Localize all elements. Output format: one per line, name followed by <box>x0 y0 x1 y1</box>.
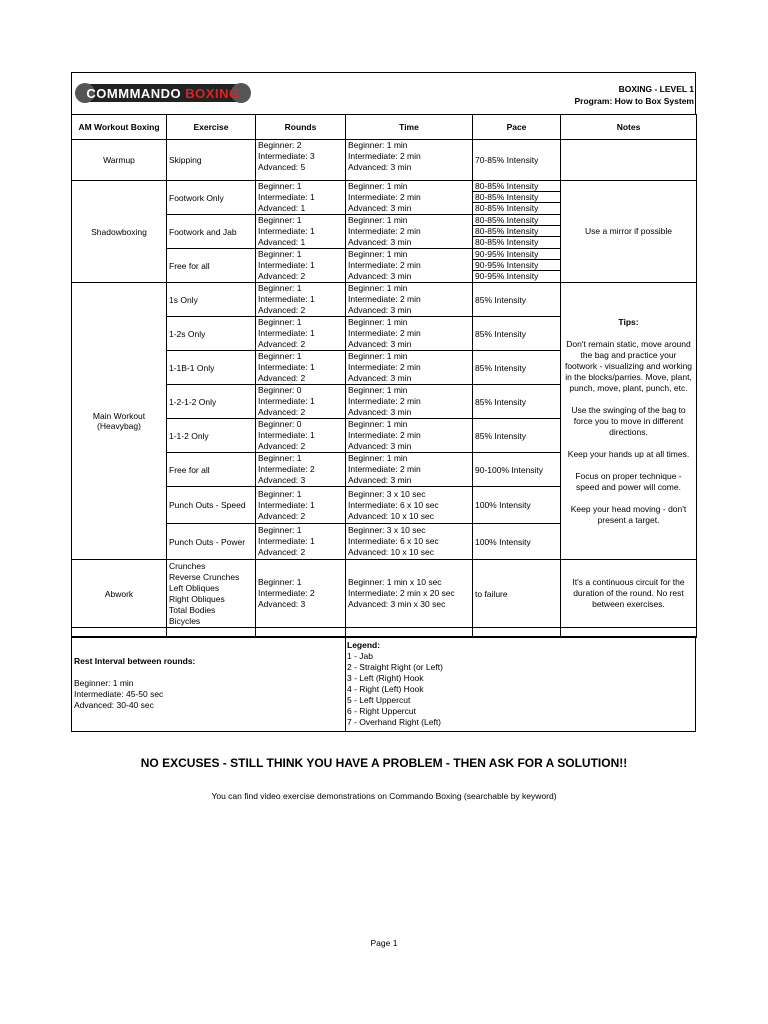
pace-cell: 100% Intensity <box>473 487 561 524</box>
svg-text:COMMMANDO BOXING: COMMMANDO BOXING <box>86 86 240 101</box>
legend-line: 5 - Left Uppercut <box>347 695 411 705</box>
col-notes: Notes <box>561 115 697 140</box>
exercise-cell: Free for all <box>167 453 256 487</box>
legend <box>347 640 443 728</box>
table-row <box>72 181 697 215</box>
exercise-cell: 1-1B-1 Only <box>167 351 256 385</box>
rounds-cell: Beginner: 1 Intermediate: 1 Advanced: 2 <box>256 487 346 524</box>
category-shadowboxing: Shadowboxing <box>72 181 167 283</box>
col-category: AM Workout Boxing <box>72 115 167 140</box>
legend-title: Legend: <box>347 640 381 650</box>
rounds-cell: Beginner: 1 Intermediate: 1 Advanced: 1 <box>256 215 346 249</box>
col-rounds: Rounds <box>256 115 346 140</box>
rounds-cell: Beginner: 1 Intermediate: 1 Advanced: 2 <box>256 317 346 351</box>
time-cell: Beginner: 1 min Intermediate: 2 min Advanced: 3 min <box>346 283 473 317</box>
legend-line: 6 - Right Uppercut <box>347 706 416 716</box>
legend-line: 2 - Straight Right (or Left) <box>347 662 443 672</box>
category-main-workout: Main Workout (Heavybag) <box>72 283 167 560</box>
workout-table <box>71 114 697 638</box>
exercise-cell: Skipping <box>167 140 256 181</box>
legend-line: 4 - Right (Left) Hook <box>347 684 424 694</box>
exercise-cell: Free for all <box>167 249 256 283</box>
rest-line: Beginner: 1 min <box>74 678 134 688</box>
pace-cell: to failure <box>473 560 561 628</box>
rest-interval <box>74 656 195 711</box>
exercise-cell: 1-2-1-2 Only <box>167 385 256 419</box>
rounds-cell: Beginner: 0 Intermediate: 1 Advanced: 2 <box>256 419 346 453</box>
notes-cell <box>561 140 697 181</box>
table-header-row <box>72 115 697 140</box>
rest-line: Intermediate: 45-50 sec <box>74 689 164 699</box>
program-level-title: BOXING - LEVEL 1 <box>618 84 694 94</box>
exercise-cell: Punch Outs - Speed <box>167 487 256 524</box>
header-info <box>575 83 695 107</box>
box-divider <box>345 636 346 732</box>
time-cell: Beginner: 1 min Intermediate: 2 min Advanced: 3 min <box>346 249 473 283</box>
exercise-cell: 1s Only <box>167 283 256 317</box>
category-abwork: Abwork <box>72 560 167 628</box>
legend-line: 3 - Left (Right) Hook <box>347 673 424 683</box>
commando-boxing-logo <box>73 76 253 110</box>
abwork-exercises: Crunches Reverse Crunches Left Obliques Right Obliques Total Bodies Bicycles <box>167 560 256 628</box>
pace-cell: 80-85% Intensity 80-85% Intensity 80-85% Intensity <box>473 181 561 215</box>
rounds-cell: Beginner: 1 Intermediate: 1 Advanced: 2 <box>256 249 346 283</box>
pace-cell: 85% Intensity <box>473 283 561 317</box>
pace-cell: 85% Intensity <box>473 419 561 453</box>
pace-cell: 100% Intensity <box>473 524 561 560</box>
rounds-cell: Beginner: 1 Intermediate: 1 Advanced: 2 <box>256 351 346 385</box>
rounds-cell: Beginner: 1 Intermediate: 2 Advanced: 3 <box>256 453 346 487</box>
exercise-cell: Punch Outs - Power <box>167 524 256 560</box>
exercise-cell: 1-2s Only <box>167 317 256 351</box>
time-cell: Beginner: 3 x 10 sec Intermediate: 6 x 10 sec Advanced: 10 x 10 sec <box>346 524 473 560</box>
program-name: Program: How to Box System <box>574 96 694 106</box>
exercise-cell: Footwork and Jab <box>167 215 256 249</box>
time-cell: Beginner: 1 min Intermediate: 2 min Advanced: 3 min <box>346 215 473 249</box>
rest-title: Rest Interval between rounds: <box>74 656 196 666</box>
col-exercise: Exercise <box>167 115 256 140</box>
rounds-cell: Beginner: 0 Intermediate: 1 Advanced: 2 <box>256 385 346 419</box>
time-cell: Beginner: 1 min Intermediate: 2 min Advanced: 3 min <box>346 317 473 351</box>
rounds-cell: Beginner: 1 Intermediate: 1 Advanced: 2 <box>256 283 346 317</box>
rounds-cell: Beginner: 1 Intermediate: 2 Advanced: 3 <box>256 560 346 628</box>
time-cell: Beginner: 1 min Intermediate: 2 min Advanced: 3 min <box>346 419 473 453</box>
rounds-cell: Beginner: 1 Intermediate: 1 Advanced: 1 <box>256 181 346 215</box>
rounds-cell: Beginner: 1 Intermediate: 1 Advanced: 2 <box>256 524 346 560</box>
pace-cell: 90-95% Intensity 90-95% Intensity 90-95% Intensity <box>473 249 561 283</box>
page-number: Page 1 <box>370 938 398 948</box>
pace-cell: 85% Intensity <box>473 351 561 385</box>
notes-shadowboxing: Use a mirror if possible <box>561 181 697 283</box>
time-cell: Beginner: 1 min Intermediate: 2 min Advanced: 3 min <box>346 385 473 419</box>
rest-line: Advanced: 30-40 sec <box>74 700 154 710</box>
col-time: Time <box>346 115 473 140</box>
col-pace: Pace <box>473 115 561 140</box>
pace-cell: 70-85% Intensity <box>473 140 561 181</box>
time-cell: Beginner: 3 x 10 sec Intermediate: 6 x 10 sec Advanced: 10 x 10 sec <box>346 487 473 524</box>
slogan: NO EXCUSES - STILL THINK YOU HAVE A PROBLEM - THEN ASK FOR A SOLUTION!! <box>140 756 628 770</box>
time-cell: Beginner: 1 min Intermediate: 2 min Advanced: 3 min <box>346 453 473 487</box>
time-cell: Beginner: 1 min x 10 sec Intermediate: 2 min x 20 sec Advanced: 3 min x 30 sec <box>346 560 473 628</box>
video-note: You can find video exercise demonstrations on Commando Boxing (searchable by keyword) <box>211 791 557 801</box>
exercise-cell: Footwork Only <box>167 181 256 215</box>
time-cell: Beginner: 1 min Intermediate: 2 min Advanced: 3 min <box>346 181 473 215</box>
exercise-cell: 1-1-2 Only <box>167 419 256 453</box>
table-row <box>72 283 697 317</box>
time-cell: Beginner: 1 min Intermediate: 2 min Advanced: 3 min <box>346 140 473 181</box>
time-cell: Beginner: 1 min Intermediate: 2 min Advanced: 3 min <box>346 351 473 385</box>
notes-abwork: It's a continuous circuit for the duration of the round. No rest between exercises. <box>561 560 697 628</box>
pace-cell: 85% Intensity <box>473 385 561 419</box>
pace-cell: 80-85% Intensity 80-85% Intensity 80-85% Intensity <box>473 215 561 249</box>
notes-tips: Tips: Don't remain static, move around the bag and practice your footwork - visualizing and working in the blocks/parries. Move, plant, punch, move, plant, punch, etc. Use the swinging of the bag to force you to move in different directions. Keep your hands up at all times. Focus on proper technique - speed and power will come. Keep your head moving - don't present a target. <box>561 283 697 560</box>
pace-cell: 85% Intensity <box>473 317 561 351</box>
category-warmup: Warmup <box>72 140 167 181</box>
pace-cell: 90-100% Intensity <box>473 453 561 487</box>
table-row <box>72 560 697 628</box>
table-row <box>72 140 697 181</box>
legend-line: 1 - Jab <box>347 651 373 661</box>
rounds-cell: Beginner: 2 Intermediate: 3 Advanced: 5 <box>256 140 346 181</box>
legend-line: 7 - Overhand Right (Left) <box>347 717 442 727</box>
